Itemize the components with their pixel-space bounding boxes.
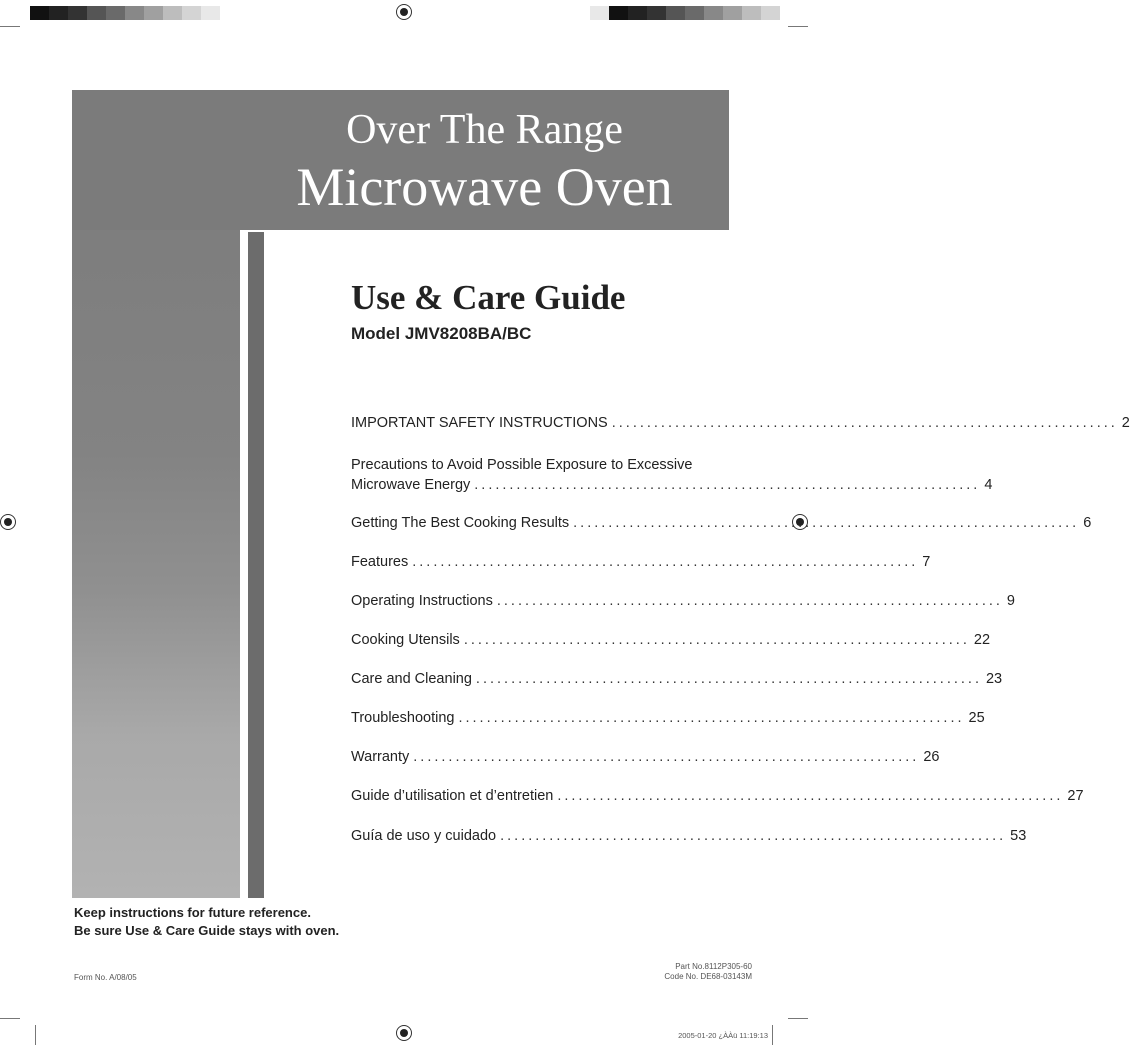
toc-title: Troubleshooting xyxy=(351,710,455,726)
print-timestamp: 2005-01-20 ¿ÀÀü 11:19:13 xyxy=(678,1031,768,1040)
toc-title: Getting The Best Cooking Results xyxy=(351,515,570,531)
toc-title: Operating Instructions xyxy=(351,593,493,609)
toc-item[interactable] xyxy=(351,552,931,572)
toc-title-line1: Precautions to Avoid Possible Exposure to Excessive xyxy=(351,457,693,473)
toc-item[interactable] xyxy=(351,413,1130,433)
toc-page: 23 xyxy=(985,671,1003,687)
part-number: Part No.8112P305-60 xyxy=(675,962,752,971)
registration-target-icon xyxy=(0,514,16,530)
toc-leader: ........................................................................ xyxy=(500,828,1007,844)
cover-title-line1: Over The Range xyxy=(346,107,623,153)
toc-title: Care and Cleaning xyxy=(351,671,472,687)
toc-leader: ........................................................................ xyxy=(557,788,1064,804)
toc-item[interactable] xyxy=(351,747,940,767)
toc-item[interactable] xyxy=(351,708,985,728)
crop-mark xyxy=(788,1018,808,1019)
toc-leader: ........................................................................ xyxy=(412,554,919,570)
keep-instructions-note xyxy=(74,904,339,940)
toc-title: Warranty xyxy=(351,749,410,765)
crop-mark xyxy=(0,1018,20,1019)
toc-item[interactable] xyxy=(351,513,1092,533)
toc-leader: ........................................................................ xyxy=(463,632,970,648)
toc-page: 22 xyxy=(973,632,991,648)
toc-page: 4 xyxy=(984,477,993,493)
toc-item[interactable] xyxy=(351,591,1015,611)
toc-item[interactable] xyxy=(351,455,993,495)
toc-title: Cooking Utensils xyxy=(351,632,460,648)
registration-target-icon xyxy=(396,4,412,20)
toc-page: 26 xyxy=(923,749,940,765)
accent-bar xyxy=(248,232,264,898)
guide-title: Use & Care Guide xyxy=(351,278,626,317)
toc-page: 9 xyxy=(1006,593,1015,609)
registration-bars-left xyxy=(30,6,220,20)
toc-page: 53 xyxy=(1010,828,1027,844)
model-number: Model JMV8208BA/BC xyxy=(351,324,532,343)
crop-mark xyxy=(0,26,20,27)
toc-title: IMPORTANT SAFETY INSTRUCTIONS xyxy=(351,415,608,431)
toc-leader: ........................................................................ xyxy=(611,415,1118,431)
crop-mark xyxy=(788,26,808,27)
toc-page: 6 xyxy=(1083,515,1092,531)
toc-item[interactable] xyxy=(351,786,1084,806)
toc-page: 27 xyxy=(1067,788,1084,804)
toc-leader: ........................................................................ xyxy=(573,515,1080,531)
toc-leader: ........................................................................ xyxy=(474,477,981,493)
registration-bars-right xyxy=(590,6,780,20)
code-number: Code No. DE68-03143M xyxy=(664,972,752,981)
toc-title: Microwave Energy xyxy=(351,477,471,493)
toc-page: 2 xyxy=(1121,415,1130,431)
toc-leader: ........................................................................ xyxy=(475,671,982,687)
toc-page: 25 xyxy=(968,710,985,726)
toc-title: Guide d’utilisation et d’entretien xyxy=(351,788,554,804)
toc-item[interactable] xyxy=(351,669,1003,689)
keep-line2: Be sure Use & Care Guide stays with oven. xyxy=(74,923,340,938)
crop-mark xyxy=(35,1025,36,1045)
toc-title: Features xyxy=(351,554,409,570)
toc-page: 7 xyxy=(922,554,931,570)
keep-line1: Keep instructions for future reference. xyxy=(74,905,311,920)
toc-leader: ........................................................................ xyxy=(458,710,965,726)
toc-item[interactable] xyxy=(351,826,1027,846)
toc-leader: ........................................................................ xyxy=(413,749,920,765)
toc-leader: ........................................................................ xyxy=(496,593,1003,609)
crop-mark xyxy=(772,1025,773,1045)
form-number: Form No. A/08/05 xyxy=(74,973,137,982)
registration-target-icon xyxy=(396,1025,412,1041)
toc-title: Guía de uso y cuidado xyxy=(351,828,497,844)
cover-title-line2: Microwave Oven xyxy=(296,157,673,217)
toc-item[interactable] xyxy=(351,630,991,650)
